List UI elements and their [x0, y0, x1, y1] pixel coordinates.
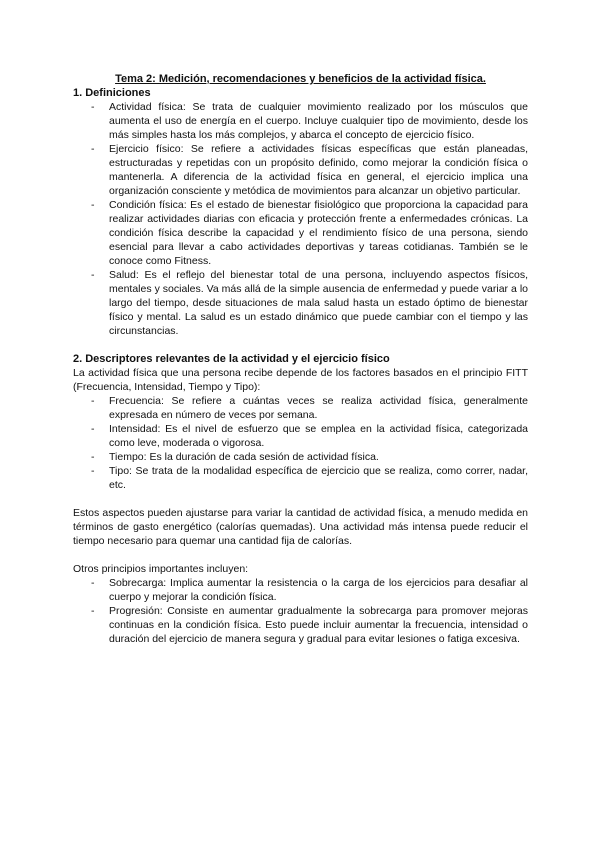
dash-bullet: -: [91, 143, 95, 155]
other-principles-list: [73, 576, 528, 646]
dash-bullet: -: [91, 423, 95, 435]
list-item: [91, 576, 528, 604]
list-item: [91, 450, 528, 464]
section-heading-definiciones: 1. Definiciones: [73, 87, 151, 99]
document-title: Tema 2: Medición, recomendaciones y beneficios de la actividad física.: [115, 73, 486, 85]
dash-bullet: -: [91, 269, 95, 281]
list-item-text: Ejercicio físico: Se refiere a actividades físicas específicas que están planeadas, estructuradas y repetidas con un propósito definido, como mejorar la condición física o mantenerla. A diferencia de la actividad física en general, el ejercicio implica una organización consciente y metódica de movimientos para alcanzar un objetivo particular.: [109, 143, 528, 197]
list-item: [91, 604, 528, 646]
list-item: [91, 268, 528, 338]
list-item-text: Tipo: Se trata de la modalidad específica de ejercicio que se realiza, como correr, nadar, etc.: [109, 465, 528, 491]
dash-bullet: -: [91, 395, 95, 407]
list-item: [91, 422, 528, 450]
dash-bullet: -: [91, 101, 95, 113]
dash-bullet: -: [91, 605, 95, 617]
list-item-text: Actividad física: Se trata de cualquier movimiento realizado por los músculos que aumenta el uso de energía en el cuerpo. Incluye cualquier tipo de movimiento, desde los más simples hasta los más complejos, y abarca el concepto de ejercicio físico.: [109, 101, 528, 141]
energy-paragraph: Estos aspectos pueden ajustarse para variar la cantidad de actividad física, a menudo medida en términos de gasto energético (calorías quemadas). Una actividad más intensa puede reducir el tiempo necesario para quemar una cantidad fija de calorías.: [73, 507, 528, 547]
list-item: [91, 100, 528, 142]
list-item-text: Progresión: Consiste en aumentar gradualmente la sobrecarga para promover mejoras continuas en la condición física. Esto puede incluir aumentar la frecuencia, intensidad o duración del ejercicio de manera segura y gradual para evitar lesiones o fatiga excesiva.: [109, 605, 528, 645]
fitt-intro-paragraph: La actividad física que una persona recibe depende de los factores basados en el principio FITT (Frecuencia, Intensidad, Tiempo y Tipo):: [73, 367, 528, 393]
list-item: [91, 198, 528, 268]
list-item-text: Salud: Es el reflejo del bienestar total de una persona, incluyendo aspectos físicos, mentales y sociales. Va más allá de la simple ausencia de enfermedad y puede variar a lo largo del tiempo, desde situaciones de mala salud hasta un estado óptimo de bienestar físico y mental. La salud es un estado dinámico que puede cambiar con el tiempo y las circunstancias.: [109, 269, 528, 337]
dash-bullet: -: [91, 199, 95, 211]
section-heading-descriptores: 2. Descriptores relevantes de la actividad y el ejercicio físico: [73, 353, 390, 365]
list-item-text: Tiempo: Es la duración de cada sesión de actividad física.: [109, 451, 379, 463]
definitions-list: [73, 100, 528, 338]
list-item: [91, 142, 528, 198]
list-item-text: Intensidad: Es el nivel de esfuerzo que se emplea en la actividad física, categorizada como leve, moderada o vigorosa.: [109, 423, 528, 449]
dash-bullet: -: [91, 451, 95, 463]
list-item-text: Frecuencia: Se refiere a cuántas veces se realiza actividad física, generalmente expresada en número de veces por semana.: [109, 395, 528, 421]
dash-bullet: -: [91, 577, 95, 589]
list-item: [91, 394, 528, 422]
fitt-list: [73, 394, 528, 492]
list-item: [91, 464, 528, 492]
dash-bullet: -: [91, 465, 95, 477]
list-item-text: Sobrecarga: Implica aumentar la resistencia o la carga de los ejercicios para desafiar al cuerpo y mejorar la condición física.: [109, 577, 528, 603]
list-item-text: Condición física: Es el estado de bienestar fisiológico que proporciona la capacidad para realizar actividades diarias con eficacia y protección frente a enfermedades crónicas. La condición física describe la capacidad y el rendimiento físico de una persona, siendo esencial para llevar a cabo actividades deportivas y tareas cotidianas. También se le conoce como Fitness.: [109, 199, 528, 267]
other-principles-intro: Otros principios importantes incluyen:: [73, 563, 249, 575]
